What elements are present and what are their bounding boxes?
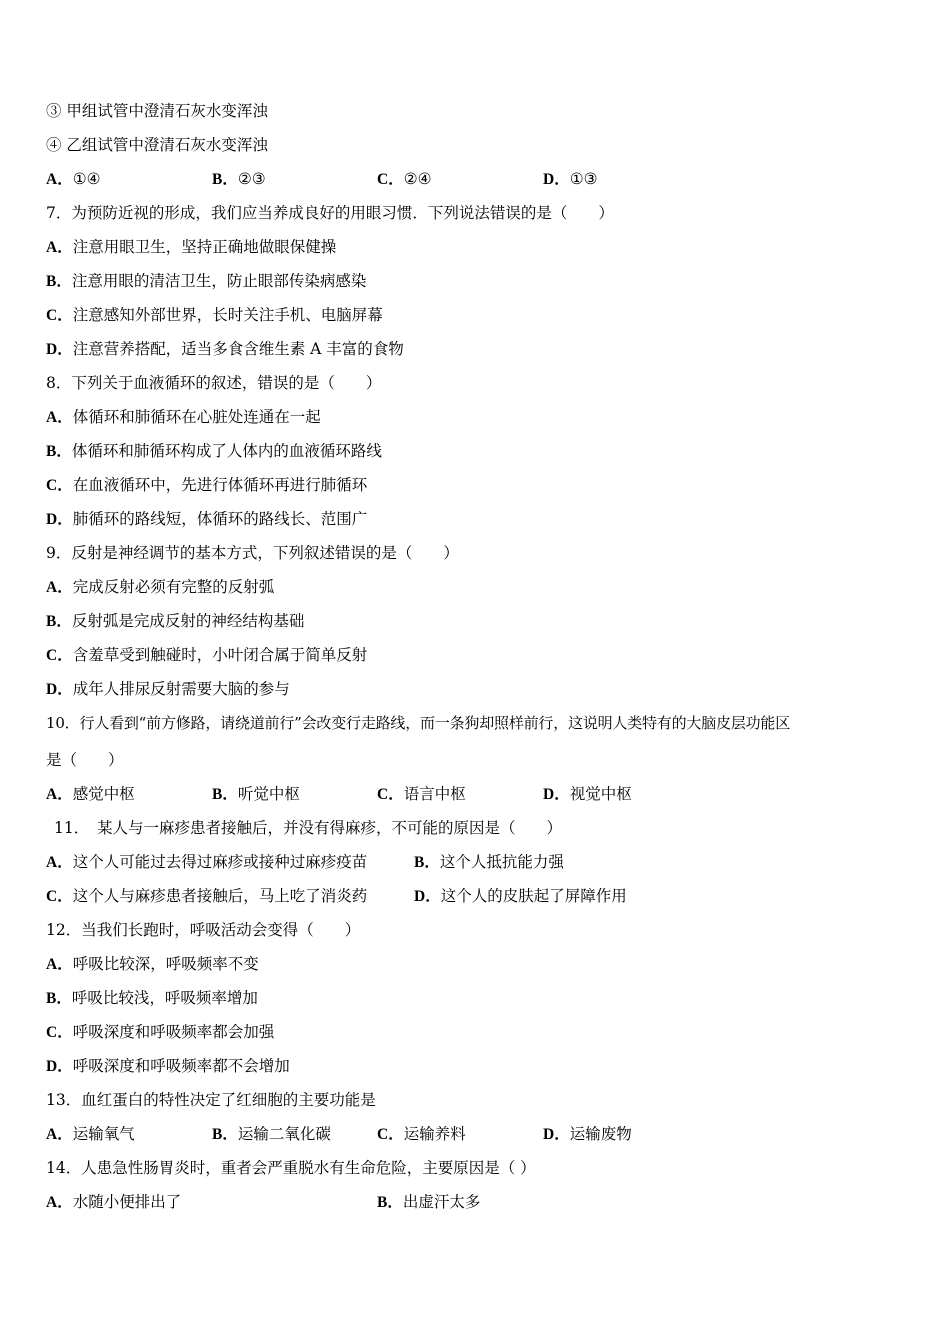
q8-option-a: A．体循环和肺循环在心脏处连通在一起 [46,408,321,426]
q14-option-a: A．水随小便排出了 [46,1193,182,1211]
q10-option-a: A．感觉中枢 [46,785,135,803]
q6-statement-4: ④ 乙组试管中澄清石灰水变浑浊 [46,136,268,154]
q7-option-b: B．注意用眼的清洁卫生，防止眼部传染病感染 [46,272,367,290]
q6-option-c: C．②④ [377,170,432,188]
q13-option-c: C．运输养料 [377,1125,466,1143]
q12-option-d: D．呼吸深度和呼吸频率都不会增加 [46,1057,290,1075]
q6-option-a: A．①④ [46,170,101,188]
q11-stem: 11． 某人与一麻疹患者接触后，并没有得麻疹，不可能的原因是（ ） [54,819,562,837]
q6-option-b: B．②③ [212,170,266,188]
q14-option-b: B．出虚汗太多 [377,1193,481,1211]
q6-option-d: D．①③ [543,170,598,188]
q11-option-a: A．这个人可能过去得过麻疹或接种过麻疹疫苗 [46,853,368,871]
q9-option-c: C．含羞草受到触碰时，小叶闭合属于简单反射 [46,646,368,664]
q11-option-b: B．这个人抵抗能力强 [414,853,564,871]
q8-option-d: D．肺循环的路线短，体循环的路线长、范围广 [46,510,368,528]
q11-option-c: C．这个人与麻疹患者接触后，马上吃了消炎药 [46,887,368,905]
q6-statement-3: ③ 甲组试管中澄清石灰水变浑浊 [46,102,268,120]
q13-stem: 13．血红蛋白的特性决定了红细胞的主要功能是 [46,1091,376,1109]
q10-stem-line1: 10．行人看到“前方修路，请绕道前行”会改变行走路线，而一条狗却照样前行，这说明人类特有的大脑皮层功能区 [46,714,791,732]
q7-option-c: C．注意感知外部世界，长时关注手机、电脑屏幕 [46,306,383,324]
q9-option-b: B．反射弧是完成反射的神经结构基础 [46,612,305,630]
q12-option-b: B．呼吸比较浅，呼吸频率增加 [46,989,258,1007]
q10-option-b: B．听觉中枢 [212,785,300,803]
q12-stem: 12．当我们长跑时，呼吸活动会变得（ ） [46,921,361,939]
q12-option-c: C．呼吸深度和呼吸频率都会加强 [46,1023,275,1041]
q13-option-d: D．运输废物 [543,1125,632,1143]
q11-option-d: D．这个人的皮肤起了屏障作用 [414,887,627,905]
q10-option-c: C．语言中枢 [377,785,466,803]
q8-stem: 8．下列关于血液循环的叙述，错误的是（ ） [46,374,382,392]
q10-stem-line2: 是（ ） [46,751,124,769]
q8-option-c: C．在血液循环中，先进行体循环再进行肺循环 [46,476,368,494]
q8-option-b: B．体循环和肺循环构成了人体内的血液循环路线 [46,442,382,460]
q9-stem: 9．反射是神经调节的基本方式，下列叙述错误的是（ ） [46,544,459,562]
q9-option-a: A．完成反射必须有完整的反射弧 [46,578,275,596]
q14-stem: 14．人患急性肠胃炎时，重者会严重脱水有生命危险，主要原因是（ ） [46,1159,536,1177]
q13-option-a: A．运输氧气 [46,1125,135,1143]
q7-stem: 7．为预防近视的形成，我们应当养成良好的用眼习惯．下列说法错误的是（ ） [46,204,614,222]
q10-option-d: D．视觉中枢 [543,785,632,803]
q13-option-b: B．运输二氧化碳 [212,1125,331,1143]
q9-option-d: D．成年人排尿反射需要大脑的参与 [46,680,290,698]
q7-option-a: A．注意用眼卫生，坚持正确地做眼保健操 [46,238,337,256]
q12-option-a: A．呼吸比较深，呼吸频率不变 [46,955,259,973]
q7-option-d: D．注意营养搭配，适当多食含维生素 A 丰富的食物 [46,340,404,358]
